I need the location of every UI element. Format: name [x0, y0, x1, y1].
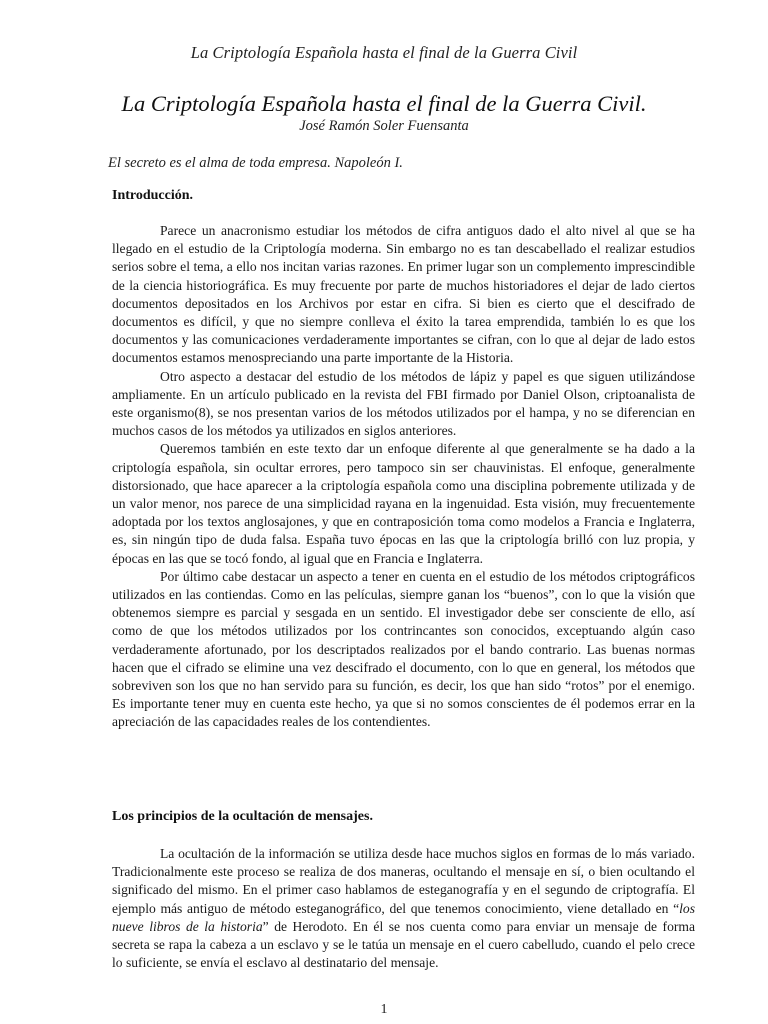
paragraph: Queremos también en este texto dar un enfoque diferente al que generalmente se ha dado a la criptología española, sin ocultar errores, pero tampoco sin ser chauvinistas. El enfoque, generalmente distorsionado, que hace aparecer a la criptología española como una disciplina pobremente utilizada y de un valor menor, nos parece de una simplicidad rayana en la ingenuidad. Esta visión, muy frecuentemente adoptada por los textos anglosajones, y que en contraposición toma como modelos a Francia e Inglaterra, es, sin ningún tipo de duda falsa. España tuvo épocas en las que la criptología brilló con luz propia, y épocas en las que se tocó fondo, al igual que en Francia e Inglaterra. [112, 441, 695, 566]
page-number: 1 [380, 1002, 388, 1017]
running-header: La Criptología Española hasta el final de la Guerra Civil [190, 43, 578, 62]
book-title-italic: los nueve libros de la historia [112, 900, 695, 934]
epigraph-quote: El secreto es el alma de toda empresa. Napoleón I. [108, 155, 403, 171]
principles-body [112, 845, 695, 972]
section-heading-introduction: Introducción. [112, 188, 194, 203]
paragraph-text-end: ” de Herodoto. En él se nos cuenta como para enviar un mensaje de forma secreta se rapa la cabeza a un esclavo y se le tatúa un mensaje en el cuero cabelludo, cuando el pelo crece lo suficiente, se envía el esclavo al destinatario del mensaje. [112, 918, 695, 971]
document-title: La Criptología Española hasta el final de la Guerra Civil. [121, 91, 647, 116]
introduction-body [112, 222, 695, 732]
paragraph: Por último cabe destacar un aspecto a tener en cuenta en el estudio de los métodos criptográficos utilizados en las contiendas. Como en las películas, siempre ganan los “buenos”, con lo que la visión que obtenemos siempre es parcial y sesgada en un sentido. El investigador debe ser consciente de ello, así como de que los métodos utilizados por los contrincantes son conocidos, exceptuando algún caso verdaderamente afortunado, por los descriptados realizados por el bando contrario. Las buenas normas hacen que el cifrado se elimine una vez descifrado el documento, con lo que en general, los métodos que sobreviven son los que no han servido para su función, es decir, los que han sido “rotos” por el enemigo. Es importante tener muy en cuenta este hecho, ya que si no somos conscientes de él podemos errar en la apreciación de las capacidades reales de los contendientes. [112, 568, 695, 730]
paragraph: Parece un anacronismo estudiar los métodos de cifra antiguos dado el alto nivel al que se ha llegado en el estudio de la Criptología moderna. Sin embargo no es tan descabellado el realizar estudios serios sobre el tema, a ello nos incitan varias razones. En primer lugar son un complemento imprescindible de la ciencia historiográfica. Es muy frecuente por parte de muchos historiadores el dejar de lado ciertos documentos depositados en los Archivos por estar en cifra. Si bien es cierto que el descifrado de documentos es difícil, y que no siempre conlleva el éxito la tarea emprendida, también lo es que los documentos y las comunicaciones verdaderamente importantes se cifran, con lo que al dejar de lado estos documentos estamos menospreciando una parte importante de la Historia. [112, 223, 695, 366]
paragraph-text-start: La ocultación de la información se utiliza desde hace muchos siglos en formas de lo más variado. Tradicionalmente este proceso se realiza de dos maneras, ocultando el mensaje en sí, o bien ocultando el significado del mismo. En el primer caso hablamos de esteganografía y en el segundo de criptografía. El ejemplo más antiguo de método esteganográfico, del que tenemos conocimiento, viene detallado en “ [112, 846, 695, 916]
section-heading-principles: Los principios de la ocultación de mensajes. [112, 809, 373, 824]
document-author: José Ramón Soler Fuensanta [299, 118, 469, 134]
paragraph [112, 845, 695, 972]
paragraph: Otro aspecto a destacar del estudio de los métodos de lápiz y papel es que siguen utilizándose ampliamente. En un artículo publicado en la revista del FBI firmado por Daniel Olson, criptoanalista de este organismo(8), se nos presentan varios de los métodos utilizados por el hampa, y no se diferencian en muchos casos de los métodos ya utilizados en siglos anteriores. [112, 368, 695, 439]
